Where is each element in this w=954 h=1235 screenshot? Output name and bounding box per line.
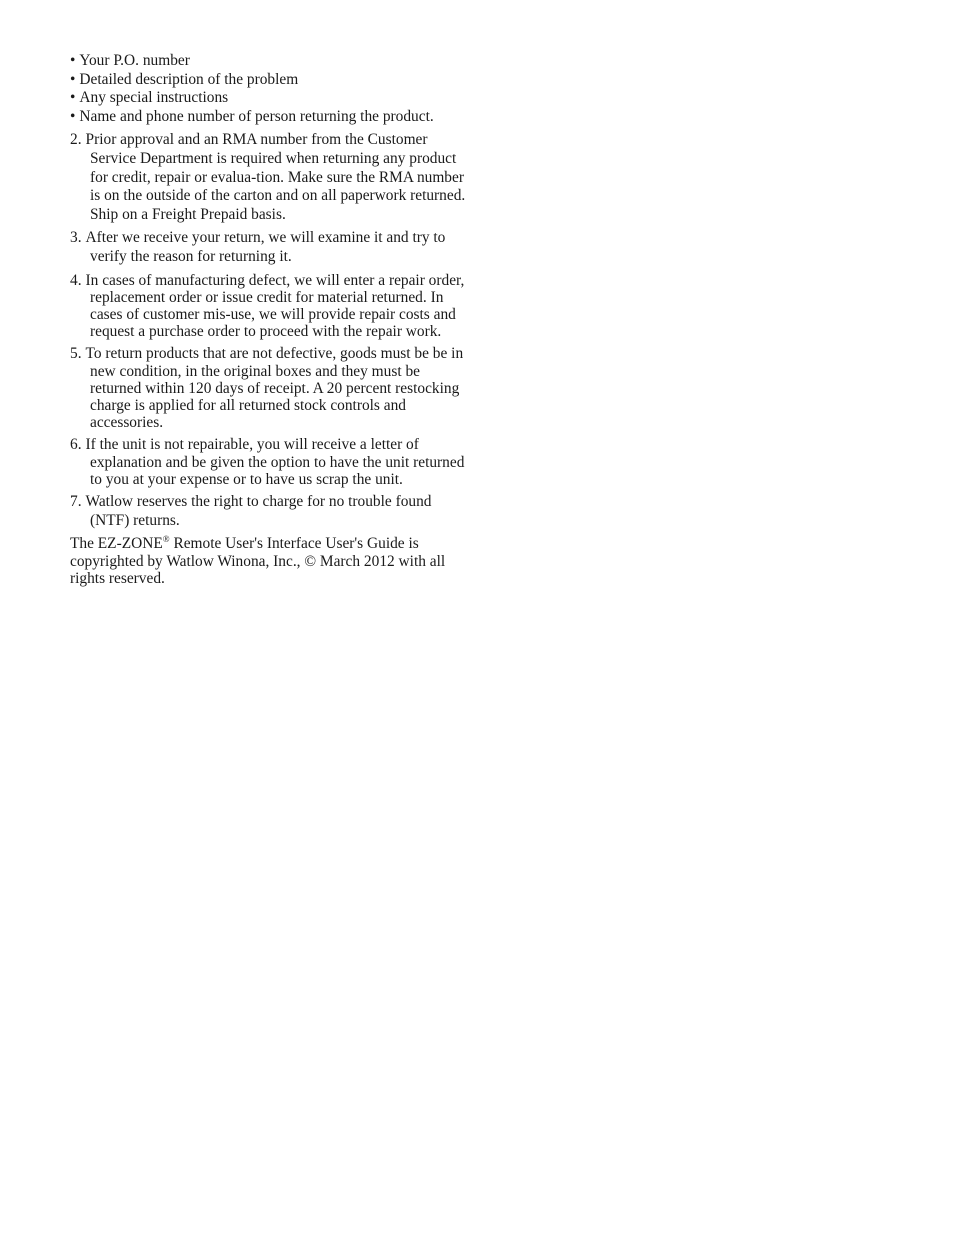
registered-trademark-icon: ® [162,534,170,545]
bullet-text: Name and phone number of person returning the product. [79,107,434,125]
bullet-text: Any special instructions [79,89,229,107]
step-text: Watlow reserves the right to charge for no trouble found (NTF) returns. [85,492,432,529]
step-number: 5. [70,345,82,363]
step-text: If the unit is not repairable, you will receive a letter of explanation and be given the option to have the unit returned to you at your expense or to have us scrap the unit. [85,436,465,488]
step-item [70,272,470,341]
step-number: 7. [70,492,82,510]
step-text: After we receive your return, we will examine it and try to verify the reason for returning it. [85,229,446,265]
step-item [70,345,470,431]
copyright-prefix: The EZ-ZONE [70,535,163,553]
bullet-dot: • [70,52,76,69]
bullet-dot: • [70,70,76,88]
step-text: Prior approval and an RMA number from the Customer Service Department is required when returning any product for credit, repair or evalua-tion. Make sure the RMA number is on the outside of the carton and on all paperwork returned. Ship on a Freight Prepaid basis. [85,131,466,223]
bullet-dot: • [70,89,76,107]
bullet-item [70,89,470,108]
bullet-text: Detailed description of the problem [79,70,299,88]
bullet-dot: • [70,107,76,125]
bullet-item [70,108,470,127]
return-info-bullet-list [70,52,470,126]
bullet-item [70,52,470,71]
step-number: 2. [70,131,82,149]
step-text: In cases of manufacturing defect, we will enter a repair order, replacement order or issue credit for material returned. In cases of customer mis-use, we will provide repair costs and request a purchase order to proceed with the repair work. [85,271,465,341]
step-text: To return products that are not defective, goods must be be in new condition, in the original boxes and they must be returned within 120 days of receipt. A 20 percent restocking charge is applied for all returned stock controls and accessories. [85,345,464,432]
copyright-suffix: Remote User's Interface User's Guide is copyrighted by Watlow Winona, Inc., © March 2012 with all rights reserved. [70,535,446,588]
bullet-text: Your P.O. number [79,52,190,69]
step-number: 3. [70,229,82,247]
copyright-notice [70,535,470,588]
step-item [70,131,470,224]
step-number: 4. [70,271,82,289]
step-item [70,436,470,488]
bullet-item [70,71,470,90]
step-number: 6. [70,436,82,454]
return-policy-column [70,52,470,588]
step-item [70,493,470,530]
step-item [70,229,470,266]
return-steps-list [70,131,470,530]
